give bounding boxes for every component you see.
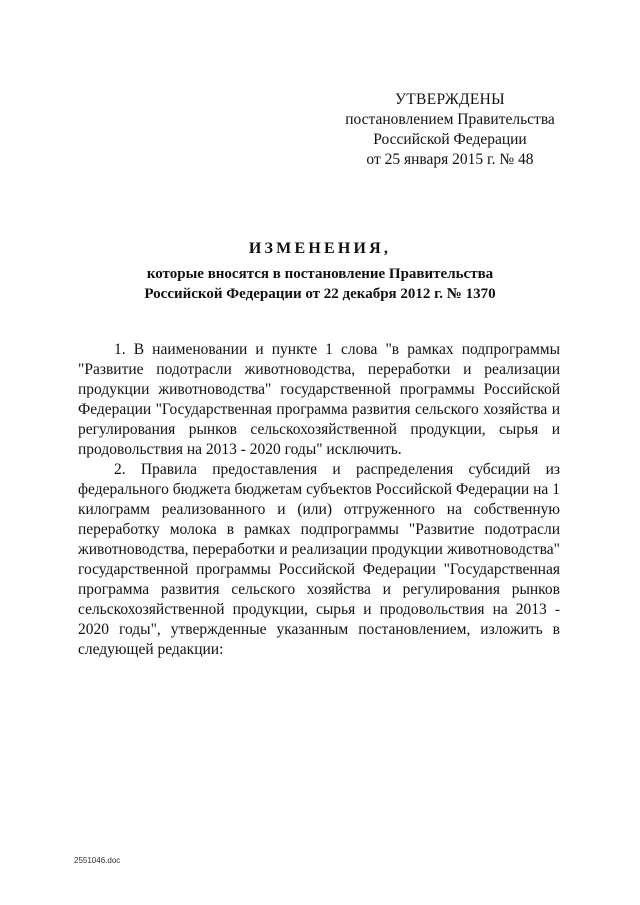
approval-line-3: от 25 января 2015 г. № 48: [366, 151, 534, 168]
approval-line-2: Российской Федерации: [373, 131, 527, 148]
document-title: ИЗМЕНЕНИЯ,: [248, 240, 392, 257]
paragraph-1: 1. В наименовании и пункте 1 слова "в рамках подпрограммы "Развитие подотрасли животноводства, переработки и реализации продукции животноводства" государственной программы Российской Федерации "Государственная программа развития сельского хозяйства и регулирования рынков сельскохозяйственной продукции, сырья и продовольствия на 2013 - 2020 годы" исключить.: [78, 341, 560, 458]
document-body: [78, 340, 560, 660]
paragraph-2: 2. Правила предоставления и распределения субсидий из федерального бюджета бюджетам субъектов Российской Федерации на 1 килограмм реализованного и (или) отгруженного на собственную переработку молока в рамках подпрограммы "Развитие подотрасли животноводства, переработки и реализации продукции животноводства" государственной программы Российской Федерации "Государственная программа развития сельского хозяйства и регулирования рынков сельскохозяйственной продукции, сырья и продовольствия на 2013 - 2020 годы", утвержденные указанным постановлением, изложить в следующей редакции:: [78, 461, 560, 658]
document-subtitle: [60, 264, 580, 304]
subtitle-line-2: Российской Федерации от 22 декабря 2012 г. № 1370: [144, 286, 496, 302]
approval-heading: УТВЕРЖДЕНЫ: [395, 91, 505, 108]
approval-block: [330, 90, 570, 170]
approval-line-1: постановлением Правительства: [345, 111, 555, 128]
file-name-footer: 2551046.doc: [74, 856, 121, 865]
subtitle-line-1: которые вносятся в постановление Правительства: [146, 266, 494, 282]
